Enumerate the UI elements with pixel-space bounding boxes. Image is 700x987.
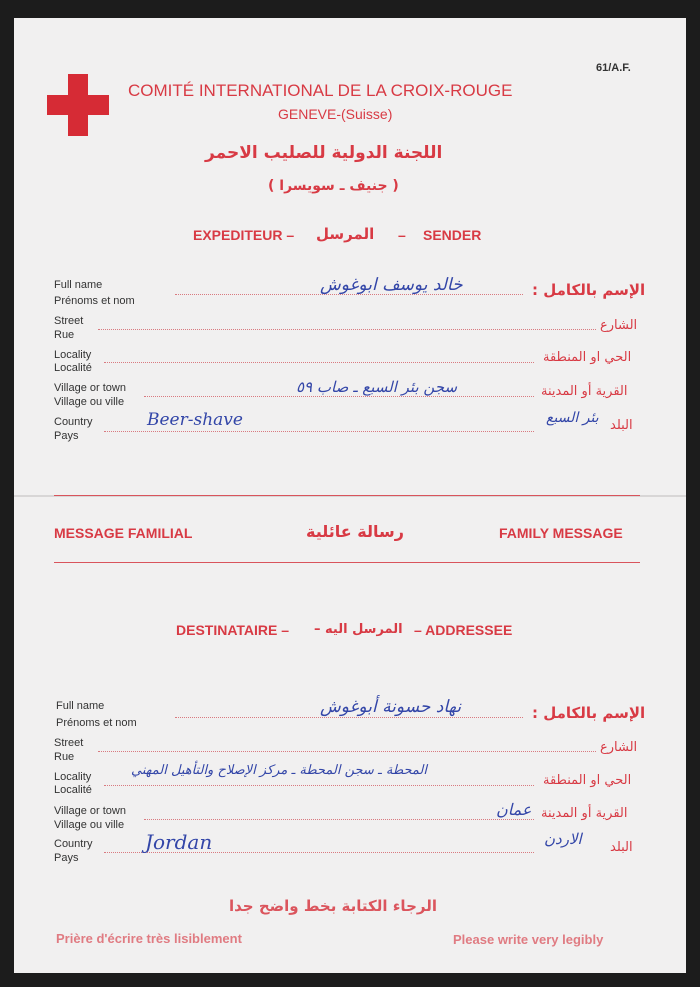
field-value[interactable]: سجن بئر السبع ـ صاب ٥٩ (296, 378, 458, 396)
family-message-ar: رسالة عائلية (306, 522, 404, 541)
field-label-fr: Localité (54, 362, 92, 374)
footer-fr: Prière d'écrire très lisiblement (56, 931, 242, 946)
field-label-fr: Rue (54, 751, 75, 763)
field-value-latin[interactable]: Jordan (145, 830, 213, 854)
addressee-heading-ar: المرسل اليه – (314, 622, 403, 637)
footer-en: Please write very legibly (453, 932, 604, 947)
red-cross-emblem (47, 74, 109, 136)
field-label-en: Full name (56, 700, 105, 712)
addressee-heading-en: – ADDRESSEE (414, 622, 513, 638)
field-label-en: Locality (54, 349, 92, 361)
sender-heading-en: SENDER (423, 227, 482, 243)
field-label-en: Country (54, 416, 93, 428)
field-label-en: Street (54, 315, 84, 327)
field-label-fr: Prénoms et nom (56, 717, 137, 729)
field-line (98, 751, 596, 752)
field-label-ar: الحي او المنطقة (543, 350, 632, 365)
org-name-fr: COMITÉ INTERNATIONAL DE LA CROIX-ROUGE (128, 81, 513, 100)
footer-ar: الرجاء الكتابة بخط واضح جدا (229, 897, 437, 915)
field-value[interactable]: نهاد حسونة أبوغوش (320, 697, 462, 717)
org-name-ar: اللجنة الدولية للصليب الاحمر (205, 143, 443, 163)
field-label-ar: الإسم بالكامل : (532, 704, 646, 722)
field-value[interactable]: خالد يوسف ابوغوش (320, 275, 463, 295)
form-code: 61/A.F. (596, 62, 631, 74)
field-value[interactable]: بئر السبع (546, 410, 599, 426)
field-label-fr: Pays (54, 852, 79, 864)
field-line (104, 362, 534, 363)
field-label-ar: الشارع (600, 740, 638, 755)
field-label-ar: الحي او المنطقة (543, 773, 632, 788)
field-label-fr: Village ou ville (54, 396, 125, 408)
addressee-heading-fr: DESTINATAIRE – (176, 622, 290, 638)
field-label-ar: الإسم بالكامل : (532, 281, 646, 299)
field-value[interactable]: المحطة ـ سجن المحطة ـ مركز الإصلاح والتأهيل المهني (131, 763, 427, 778)
field-label-en: Country (54, 838, 93, 850)
field-label-ar: الشارع (600, 318, 638, 333)
sender-heading-dash: – (398, 227, 406, 243)
sender-heading-fr: EXPEDITEUR – (193, 227, 295, 243)
field-label-en: Locality (54, 771, 92, 783)
field-label-ar: البلد (610, 418, 633, 433)
field-value[interactable]: الاردن (544, 830, 582, 848)
family-message-fr: MESSAGE FAMILIAL (54, 525, 193, 541)
field-label-fr: Pays (54, 430, 79, 442)
divider-bottom (54, 562, 640, 563)
field-line (144, 396, 534, 397)
field-label-ar: القرية أو المدينة (541, 384, 628, 399)
field-line (98, 329, 596, 330)
field-label-fr: Localité (54, 784, 92, 796)
field-label-fr: Prénoms et nom (54, 295, 135, 307)
field-label-ar: القرية أو المدينة (541, 806, 628, 821)
org-city-ar: ( جنيف ـ سويسرا ) (268, 178, 399, 194)
field-label-fr: Rue (54, 329, 75, 341)
field-line (104, 431, 534, 432)
family-message-en: FAMILY MESSAGE (499, 525, 623, 541)
field-line (104, 785, 534, 786)
field-label-en: Village or town (54, 805, 126, 817)
field-line (175, 717, 523, 718)
field-label-en: Street (54, 737, 84, 749)
divider-top (54, 495, 640, 496)
field-value[interactable]: عمان (496, 800, 532, 819)
field-value-latin[interactable]: Beer-shave (147, 410, 243, 430)
field-label-en: Full name (54, 279, 103, 291)
org-city-fr: GENEVE-(Suisse) (278, 106, 393, 122)
field-label-fr: Village ou ville (54, 819, 125, 831)
sender-heading-ar: المرسل (316, 225, 375, 243)
field-label-ar: البلد (610, 840, 633, 855)
field-label-en: Village or town (54, 382, 126, 394)
field-line (144, 819, 534, 820)
